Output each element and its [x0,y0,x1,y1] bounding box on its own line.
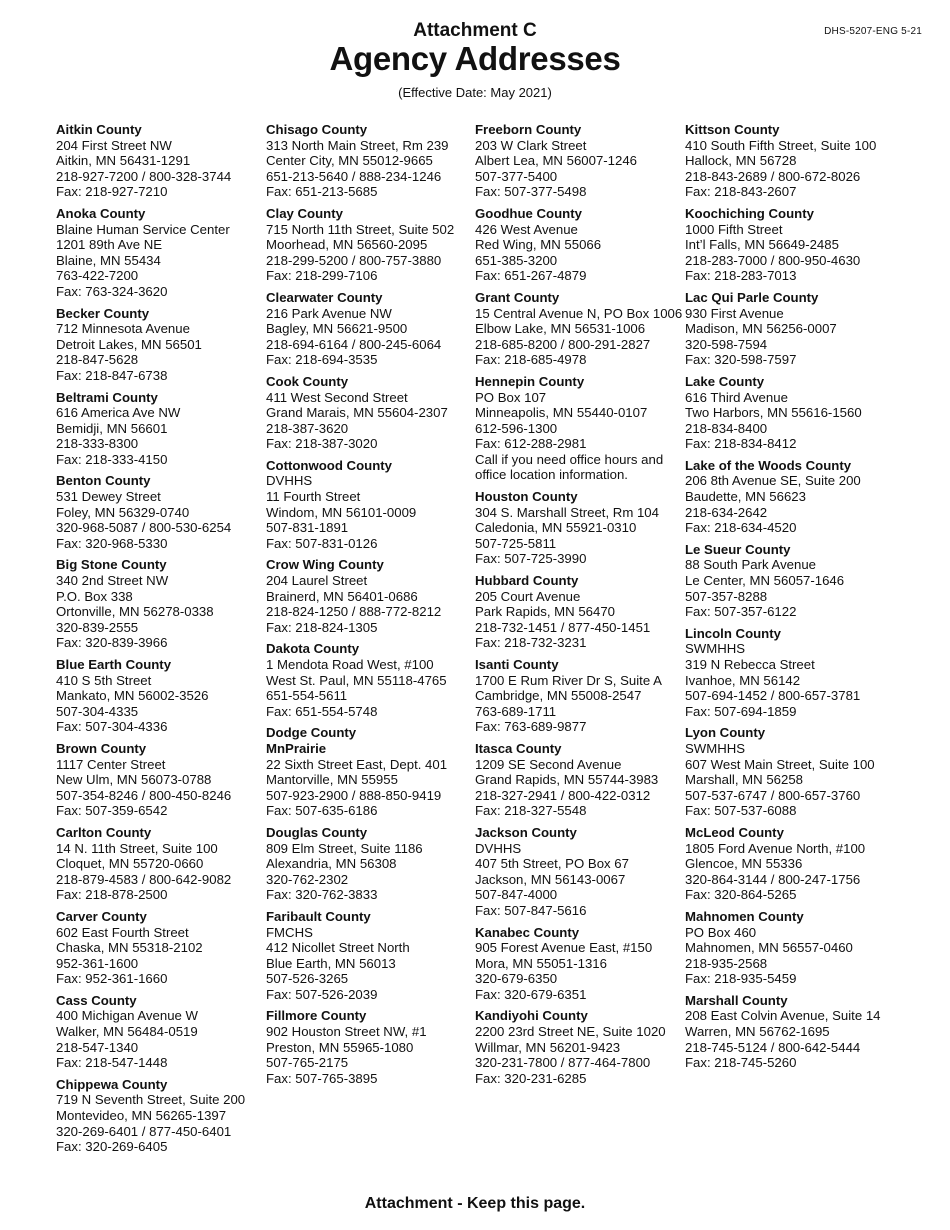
agency-address-line: Grand Rapids, MN 55744-3983 [475,772,659,788]
agency-address-line: Windom, MN 56101-0009 [266,504,417,520]
agency-address-line: 11 Fourth Street [266,489,361,505]
agency-entry [475,825,680,919]
agency-address-line: Red Wing, MN 55066 [475,237,602,253]
agency-address-line: Fax: 507-831-0126 [266,535,378,551]
agency-address-line: 400 Michigan Avenue W [56,1008,198,1024]
agency-address-line: 15 Central Avenue N, PO Box 1006 [475,305,683,321]
agency-address-line: 719 N Seventh Street, Suite 200 [56,1092,246,1108]
agency-address-line: Fax: 320-762-3833 [266,887,378,903]
agency-address-line: 602 East Fourth Street [56,924,189,940]
agency-entry [685,909,890,987]
agency-name: Dodge County [266,725,357,741]
agency-address-line: Baudette, MN 56623 [685,489,806,505]
footer-note: Attachment - Keep this page. [364,1195,586,1212]
agency-address-line: 651-385-3200 [475,252,558,268]
agency-address-line: Fax: 507-526-2039 [266,986,378,1002]
agency-entry [266,290,471,368]
agency-address-line: 88 South Park Avenue [685,557,816,573]
agency-entry [56,657,261,735]
agency-address-line: Call if you need office hours and [475,451,664,467]
agency-address-line: 320-762-2302 [266,871,349,887]
agency-entry [266,909,471,1003]
agency-address-line: Blue Earth, MN 56013 [266,955,396,971]
agency-address-line: Fax: 218-283-7013 [685,268,797,284]
agency-name: Faribault County [266,908,371,924]
agency-address-line: Ivanhoe, MN 56142 [685,672,801,688]
agency-address-line: Chaska, MN 55318-2102 [56,940,203,956]
agency-address-line: Alexandria, MN 56308 [266,856,397,872]
agency-address-line: 320-231-7800 / 877-464-7800 [475,1055,651,1071]
agency-address-line: 809 Elm Street, Suite 1186 [266,840,423,856]
agency-entry [266,374,471,452]
agency-address-line: Park Rapids, MN 56470 [475,604,616,620]
agency-address-line: 1201 89th Ave NE [56,237,163,253]
agency-name: Kittson County [685,122,780,137]
agency-address-line: 218-387-3620 [266,420,349,436]
agency-address-line: 952-361-1600 [56,955,139,971]
agency-address-line: 218-694-6164 / 800-245-6064 [266,336,442,352]
agency-address-line: Ortonville, MN 56278-0338 [56,604,214,620]
agency-address-line: Center City, MN 55012-9665 [266,153,433,169]
agency-address-line: Elbow Lake, MN 56531-1006 [475,321,646,337]
agency-address-line: 218-824-1250 / 888-772-8212 [266,604,442,620]
agency-address-line: West St. Paul, MN 55118-4765 [266,672,447,688]
agency-address-line: Minneapolis, MN 55440-0107 [475,405,648,421]
agency-address-line: Fax: 218-547-1448 [56,1055,168,1071]
agency-address-line: Albert Lea, MN 56007-1246 [475,153,638,169]
agency-address-line: Fax: 763-324-3620 [56,283,168,299]
agency-address-line: 204 Laurel Street [266,573,368,589]
agency-entry [56,993,261,1071]
agency-name: Lake of the Woods County [685,457,852,473]
agency-name: Brown County [56,740,147,756]
agency-entry [475,122,680,200]
agency-name: Houston County [475,489,578,505]
agency-address-line: 320-598-7594 [685,336,768,352]
agency-address-line: Fax: 320-864-5265 [685,887,797,903]
agency-name: Itasca County [475,740,562,756]
agency-address-line: 218-879-4583 / 800-642-9082 [56,871,232,887]
agency-address-line: 218-834-8400 [685,420,768,436]
agency-address-line: 208 East Colvin Avenue, Suite 14 [685,1008,881,1024]
agency-address-line: Fax: 218-834-8412 [685,436,797,452]
agency-address-line: Fax: 763-689-9877 [475,719,587,735]
agency-address-line: 763-422-7200 [56,268,139,284]
agency-address-line: 902 Houston Street NW, #1 [266,1024,427,1040]
agency-address-line: Mahnomen, MN 56557-0460 [685,940,853,956]
agency-address-line: Montevideo, MN 56265-1397 [56,1108,227,1124]
agency-address-line: 218-927-7200 / 800-328-3744 [56,168,232,184]
agency-entry [475,573,680,651]
agency-address-line: Aitkin, MN 56431-1291 [56,153,191,169]
agency-name: Clay County [266,205,343,221]
agency-address-line: Fax: 218-745-5260 [685,1055,797,1071]
agency-address-line: 410 South Fifth Street, Suite 100 [685,137,877,153]
agency-address-line: 507-765-2175 [266,1055,349,1071]
agency-address-line: Blaine, MN 55434 [56,252,161,268]
agency-name: Chippewa County [56,1076,168,1092]
attachment-label: Attachment C [413,20,537,41]
agency-address-line: 218-685-8200 / 800-291-2827 [475,336,651,352]
agency-name: Hubbard County [475,573,579,589]
agency-name: Freeborn County [475,122,582,137]
agency-address-line: 22 Sixth Street East, Dept. 401 [266,756,448,772]
agency-address-line: 612-596-1300 [475,420,558,436]
agency-address-line: DVHHS [475,840,522,856]
agency-entry [56,206,261,300]
agency-name: Grant County [475,289,560,305]
agency-address-line: 607 West Main Street, Suite 100 [685,756,875,772]
agency-address-line: 1117 Center Street [56,756,166,772]
agency-name: Mahnomen County [685,908,804,924]
agency-name: Benton County [56,473,151,489]
agency-address-line: 319 N Rebecca Street [685,657,815,672]
agency-address-line: 507-847-4000 [475,887,558,903]
agency-address-line: 218-333-8300 [56,436,139,452]
agency-name: Carlton County [56,824,152,840]
agency-address-line: Fax: 218-694-3535 [266,352,378,368]
agency-address-line: Fax: 218-935-5459 [685,971,797,987]
agency-entry [685,458,890,536]
agency-address-line: Fax: 218-732-3231 [475,635,587,651]
agency-address-line: Grand Marais, MN 55604-2307 [266,405,448,421]
agency-address-line: Fax: 218-843-2607 [685,184,797,200]
agency-address-line: PO Box 107 [475,389,547,405]
agency-name: Le Sueur County [685,541,791,557]
agency-name: Fillmore County [266,1008,367,1024]
agency-name-secondary: MnPrairie [266,740,327,756]
agency-address-line: 313 North Main Street, Rm 239 [266,137,449,153]
agency-name: Cottonwood County [266,457,392,473]
agency-address-line: 507-354-8246 / 800-450-8246 [56,787,232,803]
agency-entry [685,993,890,1071]
agency-address-line: 651-554-5611 [266,688,348,704]
agency-name: McLeod County [685,824,784,840]
agency-name: Blue Earth County [56,657,172,672]
agency-address-line: Fax: 218-685-4978 [475,352,587,368]
agency-name: Kandiyohi County [475,1008,588,1024]
address-column-2 [266,122,471,1092]
agency-address-line: Fax: 612-288-2981 [475,436,587,452]
agency-address-line: Fax: 218-634-4520 [685,520,797,536]
agency-address-line: Mankato, MN 56002-3526 [56,688,209,704]
agency-address-line: 204 First Street NW [56,137,172,153]
agency-entry [685,725,890,819]
agency-address-line: 651-213-5640 / 888-234-1246 [266,168,442,184]
agency-name: Clearwater County [266,289,383,305]
agency-entry [685,206,890,284]
agency-name: Dakota County [266,641,360,657]
agency-name: Carver County [56,908,147,924]
agency-name: Lac Qui Parle County [685,289,819,305]
agency-address-line: 712 Minnesota Avenue [56,321,190,337]
agency-address-line: Hallock, MN 56728 [685,153,797,169]
agency-entry [475,1008,680,1086]
agency-address-line: Fax: 651-213-5685 [266,184,378,200]
agency-address-line: Fax: 218-327-5548 [475,803,587,819]
agency-address-line: Fax: 507-537-6088 [685,803,797,819]
agency-address-line: Fax: 218-847-6738 [56,367,168,383]
agency-entry [685,290,890,368]
agency-address-line: 715 North 11th Street, Suite 502 [266,221,455,237]
agency-address-line: 763-689-1711 [475,703,557,719]
agency-name: Lake County [685,373,765,389]
agency-address-line: Fax: 507-847-5616 [475,902,587,918]
form-id: DHS-5207-ENG 5-21 [824,26,922,37]
agency-address-line: 407 5th Street, PO Box 67 [475,856,629,872]
agency-address-line: Fax: 952-361-1660 [56,971,168,987]
agency-address-line: Fax: 507-304-4336 [56,719,168,735]
agency-entry [56,122,261,200]
agency-entry [56,909,261,987]
agency-name: Marshall County [685,992,788,1008]
agency-address-line: Fax: 507-694-1859 [685,703,797,719]
agency-address-line: Two Harbors, MN 55616-1560 [685,405,862,421]
agency-address-line: 616 America Ave NW [56,405,181,421]
agency-address-line: Jackson, MN 56143-0067 [475,871,626,887]
agency-address-line: Detroit Lakes, MN 56501 [56,336,202,352]
agency-address-line: 507-377-5400 [475,168,558,184]
agency-address-line: FMCHS [266,924,313,940]
agency-address-line: 1 Mendota Road West, #100 [266,657,434,672]
agency-address-line: 320-269-6401 / 877-450-6401 [56,1123,232,1139]
agency-name: Kanabec County [475,924,580,940]
agency-address-line: Fax: 651-554-5748 [266,703,378,719]
agency-address-line: 507-923-2900 / 888-850-9419 [266,787,442,803]
agency-name: Cook County [266,373,349,389]
agency-address-line: P.O. Box 338 [56,588,133,604]
agency-entry [56,825,261,903]
agency-address-line: 531 Dewey Street [56,489,161,505]
agency-address-line: 218-843-2689 / 800-672-8026 [685,168,861,184]
agency-address-line: 507-357-8288 [685,588,768,604]
agency-address-line: Le Center, MN 56057-1646 [685,573,845,589]
agency-address-line: Fax: 507-765-3895 [266,1070,378,1086]
agency-address-line: SWMHHS [685,740,746,756]
agency-address-line: 340 2nd Street NW [56,573,169,589]
agency-address-line: DVHHS [266,473,313,489]
agency-address-line: 218-745-5124 / 800-642-5444 [685,1039,861,1055]
agency-entry [475,374,680,483]
agency-address-line: 507-537-6747 / 800-657-3760 [685,787,861,803]
agency-name: Isanti County [475,657,559,672]
agency-address-line: 218-935-2568 [685,955,768,971]
agency-address-line: Caledonia, MN 55921-0310 [475,520,637,536]
agency-address-line: 218-847-5628 [56,352,139,368]
agency-address-line: Fax: 218-927-7210 [56,184,168,200]
agency-address-line: Cloquet, MN 55720-0660 [56,856,204,872]
agency-address-line: 410 S 5th Street [56,672,152,688]
agency-name: Becker County [56,305,150,321]
agency-address-line: 426 West Avenue [475,221,578,237]
agency-address-line: Fax: 651-267-4879 [475,268,587,284]
address-column-1 [56,122,261,1161]
agency-address-line: 1805 Ford Avenue North, #100 [685,840,866,856]
agency-name: Jackson County [475,824,577,840]
agency-address-line: Brainerd, MN 56401-0686 [266,588,418,604]
agency-entry [475,489,680,567]
agency-address-line: 905 Forest Avenue East, #150 [475,940,653,956]
agency-address-line: 218-299-5200 / 800-757-3880 [266,252,442,268]
agency-entry [266,725,471,819]
page-title: Agency Addresses [329,40,621,77]
agency-entry [475,657,680,735]
agency-address-line: 320-968-5087 / 800-530-6254 [56,520,232,536]
agency-address-line: Fax: 320-839-3966 [56,635,168,651]
agency-entry [56,390,261,468]
address-column-4 [685,122,890,1077]
agency-entry [685,374,890,452]
agency-address-line: 507-725-5811 [475,535,557,551]
agency-address-line: Mora, MN 55051-1316 [475,955,607,971]
effective-date: (Effective Date: May 2021) [398,85,552,100]
agency-entry [56,473,261,551]
agency-name: Hennepin County [475,373,585,389]
agency-address-line: Fax: 218-299-7106 [266,268,378,284]
agency-entry [266,1008,471,1086]
agency-entry [475,925,680,1003]
agency-entry [56,1077,261,1155]
agency-address-line: Warren, MN 56762-1695 [685,1024,830,1040]
agency-address-line: office location information. [475,467,628,483]
agency-address-line: Fax: 320-679-6351 [475,986,587,1002]
agency-name: Lyon County [685,725,766,741]
agency-address-line: 411 West Second Street [266,389,408,405]
agency-address-line: Fax: 507-377-5498 [475,184,587,200]
agency-entry [266,825,471,903]
agency-name: Big Stone County [56,557,167,573]
agency-address-line: Fax: 507-725-3990 [475,551,587,567]
agency-name: Goodhue County [475,205,582,221]
agency-address-line: Blaine Human Service Center [56,221,230,237]
agency-entry [475,741,680,819]
agency-address-line: 304 S. Marshall Street, Rm 104 [475,504,659,520]
agency-entry [685,542,890,620]
agency-address-line: 1000 Fifth Street [685,221,783,237]
agency-entry [266,557,471,635]
agency-entry [266,206,471,284]
agency-address-line: 930 First Avenue [685,305,784,321]
agency-address-line: 320-864-3144 / 800-247-1756 [685,871,861,887]
agency-address-line: Fax: 218-878-2500 [56,887,168,903]
agency-address-line: Willmar, MN 56201-9423 [475,1039,621,1055]
agency-address-line: Moorhead, MN 56560-2095 [266,237,428,253]
agency-address-line: 218-283-7000 / 800-950-4630 [685,252,861,268]
agency-address-line: Fax: 320-968-5330 [56,535,168,551]
agency-entry [56,741,261,819]
agency-address-line: 218-732-1451 / 877-450-1451 [475,619,651,635]
agency-address-line: New Ulm, MN 56073-0788 [56,772,212,788]
agency-address-line: 412 Nicollet Street North [266,940,410,956]
agency-address-line: 1700 E Rum River Dr S, Suite A [475,672,662,688]
agency-address-line: 1209 SE Second Avenue [475,756,622,772]
agency-entry [56,557,261,651]
agency-address-line: 205 Court Avenue [475,588,581,604]
agency-entry [475,206,680,284]
agency-address-line: Cambridge, MN 55008-2547 [475,688,642,704]
agency-name: Crow Wing County [266,557,384,573]
agency-address-line: 218-327-2941 / 800-422-0312 [475,787,651,803]
agency-entry [266,122,471,200]
agency-name: Cass County [56,992,137,1008]
agency-address-line: 203 W Clark Street [475,137,587,153]
agency-name: Beltrami County [56,389,158,405]
agency-address-line: 206 8th Avenue SE, Suite 200 [685,473,861,489]
agency-address-line: Glencoe, MN 55336 [685,856,803,872]
agency-address-line: PO Box 460 [685,924,757,940]
agency-address-line: Marshall, MN 56258 [685,772,804,788]
agency-entry [475,289,683,368]
address-column-3 [475,122,683,1092]
agency-address-line: 218-547-1340 [56,1039,139,1055]
agency-name: Aitkin County [56,122,142,137]
agency-address-line: Fax: 507-635-6186 [266,803,378,819]
agency-name: Koochiching County [685,205,814,221]
agency-address-line: 320-679-6350 [475,971,558,987]
agency-address-line: Foley, MN 56329-0740 [56,504,190,520]
agency-address-line: Fax: 507-357-6122 [685,604,797,620]
agency-address-line: 507-526-3265 [266,971,349,987]
agency-address-line: Int’l Falls, MN 56649-2485 [685,237,839,253]
agency-address-line: Fax: 218-824-1305 [266,619,378,635]
agency-address-line: Fax: 320-598-7597 [685,352,797,368]
agency-entry [56,306,261,384]
agency-address-line: Fax: 507-359-6542 [56,803,168,819]
agency-address-line: Bagley, MN 56621-9500 [266,321,408,337]
agency-address-line: 320-839-2555 [56,619,139,635]
agency-address-line: 507-304-4335 [56,703,139,719]
agency-name: Chisago County [266,122,368,137]
agency-name: Anoka County [56,205,146,221]
agency-entry [266,458,471,552]
agency-name: Douglas County [266,824,368,840]
agency-name: Lincoln County [685,625,781,641]
agency-entry [685,626,890,720]
agency-address-line: Mantorville, MN 55955 [266,772,398,788]
agency-address-line: 2200 23rd Street NE, Suite 1020 [475,1024,666,1040]
agency-address-line: Madison, MN 56256-0007 [685,321,837,337]
agency-entry [685,825,890,903]
agency-address-line: SWMHHS [685,641,746,657]
agency-entry [266,641,471,719]
agency-address-line: Bemidji, MN 56601 [56,420,168,436]
agency-address-line: Fax: 320-269-6405 [56,1139,168,1155]
agency-address-line: 616 Third Avenue [685,389,788,405]
agency-address-line: 216 Park Avenue NW [266,305,392,321]
agency-address-line: Preston, MN 55965-1080 [266,1039,414,1055]
agency-address-line: Walker, MN 56484-0519 [56,1024,198,1040]
agency-address-line: Fax: 320-231-6285 [475,1070,587,1086]
agency-address-line: 218-634-2642 [685,504,768,520]
agency-address-line: 507-694-1452 / 800-657-3781 [685,688,861,704]
agency-entry [685,122,890,200]
agency-address-line: Fax: 218-333-4150 [56,451,168,467]
agency-address-line: 507-831-1891 [266,520,349,536]
agency-address-line: 14 N. 11th Street, Suite 100 [56,840,218,856]
agency-address-line: Fax: 218-387-3020 [266,436,378,452]
